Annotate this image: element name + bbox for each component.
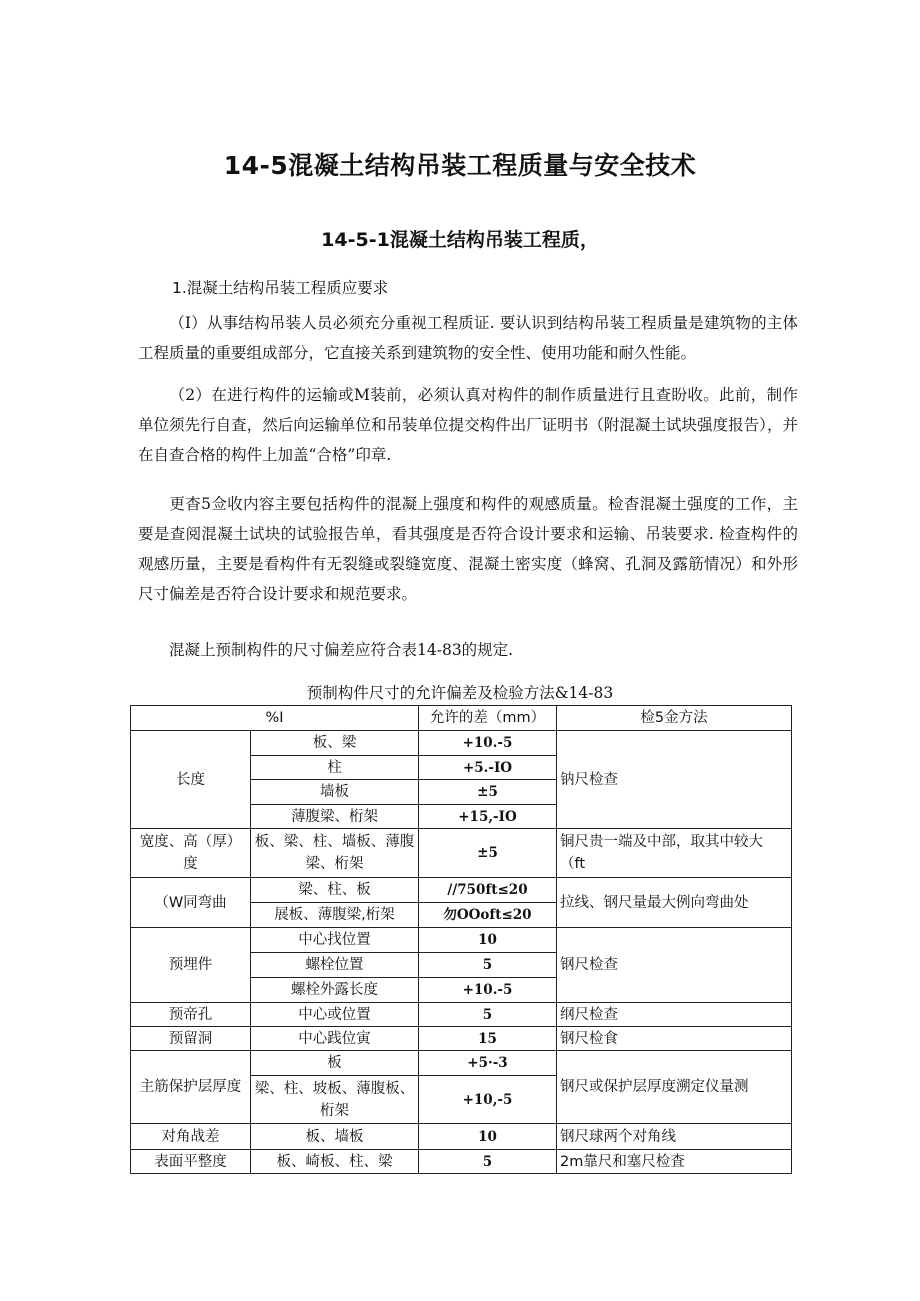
table-row [131,1003,792,1027]
cell-method: 钠尺检查 [557,731,792,829]
cell-sub: 螺栓位置 [251,953,419,978]
cell-method: 钢尺检食 [557,1027,792,1051]
cell-sub: 板、梁、柱、墙板、薄腹梁、桁架 [251,829,419,878]
cell-item: 长度 [131,731,251,829]
cell-tolerance: +10.-5 [419,978,557,1003]
cell-tolerance: 15 [419,1027,557,1051]
cell-tolerance: 勿OOoft≤20 [419,903,557,928]
table-header-row [131,706,792,731]
table-row [131,928,792,953]
cell-sub: 薄腹梁、桁架 [251,805,419,829]
table-row [131,1027,792,1051]
cell-method: 钢尺检查 [557,928,792,1003]
header-tolerance: 允许的差（mm） [419,706,557,731]
cell-item: 对角战差 [131,1124,251,1150]
cell-tolerance: +5.-IO [419,756,557,780]
table-row [131,878,792,903]
section-heading: 1.混凝土结构吊装工程质应要求 [172,279,389,297]
cell-tolerance: +10,-5 [419,1076,557,1124]
table-caption: 预制构件尺寸的允许偏差及检验方法&14-83 [306,684,614,702]
cell-method: 拉线、钢尺量最大例向弯曲处 [557,878,792,928]
cell-sub: 梁、柱、板 [251,878,419,903]
cell-tolerance: +5·-3 [419,1051,557,1076]
cell-sub: 柱 [251,756,419,780]
cell-item: 预帝孔 [131,1003,251,1027]
cell-method: 钢尺或保护层厚度溯定仪量测 [557,1051,792,1124]
paragraph-4: 混凝上预制构件的尺寸偏差应符合表14-83的规定. [169,641,514,659]
cell-tolerance: 5 [419,1003,557,1027]
page-title: 14-5混凝土结构吊装工程质量与安全技术 [223,151,697,180]
table-row [131,1124,792,1150]
cell-sub: 梁、柱、坡板、薄腹板、桁架 [251,1076,419,1124]
cell-tolerance: ±5 [419,780,557,805]
cell-tolerance: +15,-IO [419,805,557,829]
section-subtitle: 14-5-1混凝土结构吊装工程质， [321,229,599,251]
cell-sub: 中心找位置 [251,928,419,953]
cell-sub: 板、梁 [251,731,419,756]
table-row [131,731,792,756]
cell-sub: 中心践位寅 [251,1027,419,1051]
cell-sub: 板、墙板 [251,1124,419,1150]
cell-sub: 中心或位置 [251,1003,419,1027]
cell-item: 预留洞 [131,1027,251,1051]
header-item: %I [131,706,419,731]
cell-sub: 螺栓外露长度 [251,978,419,1003]
paragraph-3: 更杳5佥收内容主要包括构件的混凝上强度和构件的观感质量。检杳混凝土强度的工作，主要是查阅混凝土试块的试验报告单，看其强度是否符合设计要求和运输、吊装要求. 检查构件的观感历量，主要是看构件有无裂缝或裂缝宽度、混凝土密实度（蜂窝、孔洞及露筋情况）和外形尺寸偏差是否符合设计要求和规范要求。 [138,495,798,603]
table-row [131,1150,792,1174]
cell-item: （W同弯曲 [131,878,251,928]
cell-tolerance: ±5 [419,829,557,878]
cell-sub: 展板、薄腹梁,桁架 [251,903,419,928]
cell-method: 钢尺球两个对角线 [557,1124,792,1150]
cell-tolerance: 5 [419,1150,557,1174]
cell-sub: 板、崎板、柱、梁 [251,1150,419,1174]
cell-item: 表面平整度 [131,1150,251,1174]
cell-item: 主筋保护层厚度 [131,1051,251,1124]
cell-tolerance: 10 [419,928,557,953]
cell-tolerance: //750ft≤20 [419,878,557,903]
cell-sub: 板 [251,1051,419,1076]
cell-item: 宽度、高（厚）度 [131,829,251,878]
table-row [131,1051,792,1076]
cell-method: 2m靠尺和塞尺检査 [557,1150,792,1174]
cell-method: 铜尺贵一端及中部，取其中较大（ft [557,829,792,878]
cell-item: 预埋件 [131,928,251,1003]
cell-tolerance: 5 [419,953,557,978]
tolerance-table [130,705,792,1174]
table-row [131,829,792,878]
cell-tolerance: +10.-5 [419,731,557,756]
cell-method: 纲尺检查 [557,1003,792,1027]
header-method: 检5金方法 [557,706,792,731]
cell-tolerance: 10 [419,1124,557,1150]
cell-sub: 墙板 [251,780,419,805]
paragraph-2: （2）在进行构件的运输或M装前，必须认真对构件的制作质量进行且查盼收。此前，制作单位须先行自査，然后向运输单位和吊装单位提交构件出厂证明书（附混凝土试块强度报告），并在自查合格的构件上加盖“合格”印章. [138,386,798,464]
paragraph-1: （I）从事结构吊装人员必须充分重视工程质证. 要认识到结构吊装工程质量是建筑物的主体工程质量的重要组成部分，它直接关系到建筑物的安全性、使用功能和耐久性能。 [138,314,798,362]
